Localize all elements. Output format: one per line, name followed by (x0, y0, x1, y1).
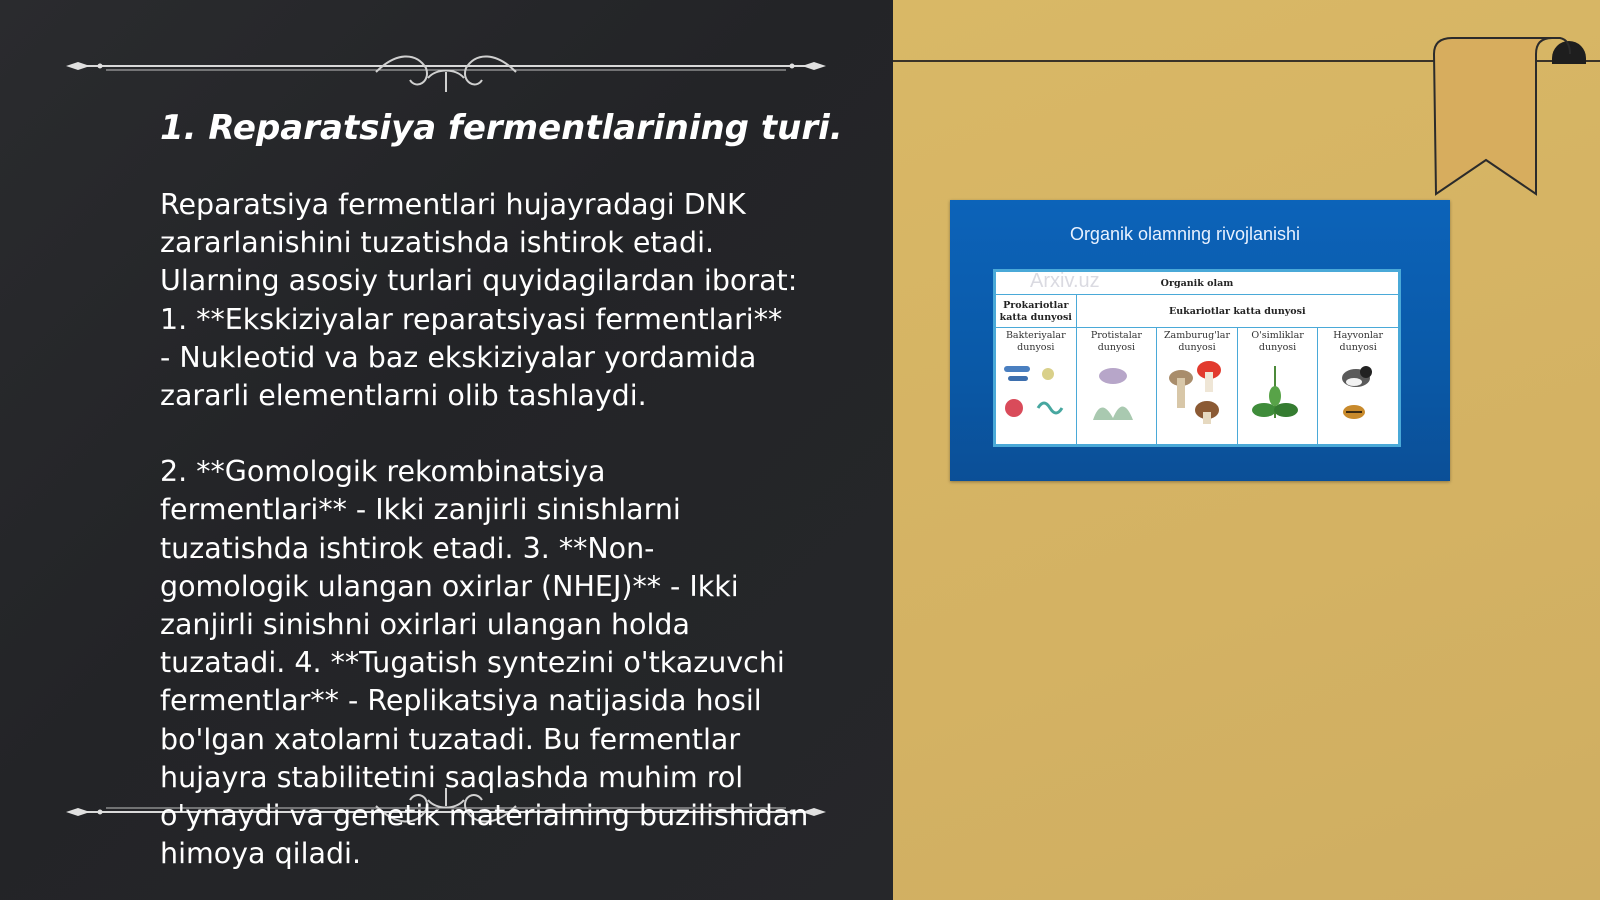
protist-icon (1079, 358, 1149, 428)
kingdom-cell (1076, 328, 1157, 445)
mushroom-icon (1159, 358, 1229, 428)
top-ornament-divider (66, 42, 826, 92)
bacteria-icon (998, 358, 1068, 428)
kingdom-label: Protistalar dunyosi (1090, 330, 1142, 353)
slide-body (160, 186, 850, 873)
classification-table (993, 269, 1401, 447)
watermark: Arxiv.uz (1030, 270, 1100, 292)
bookmark-ribbon-icon (1432, 34, 1600, 204)
plant-icon (1240, 358, 1310, 428)
organic-world-image (950, 200, 1450, 481)
group-prokaryote: Prokariotlar katta dunyosi (996, 295, 1077, 328)
group-eukaryote: Eukariotlar katta dunyosi (1076, 295, 1398, 328)
animal-icon (1320, 358, 1390, 428)
paragraph-1: Reparatsiya fermentlari hujayradagi DNK zararlanishini tuzatishda ishtirok etadi. Ularning asosiy turlari quyidagilardan iborat: 1. **Ekskiziyalar reparatsiyasi fermentlari** - Nukleotid va baz ekskiziyalar yordamida zararli elementlarni olib tashlaydi. (160, 188, 798, 413)
paragraph-gap (160, 415, 850, 453)
kingdom-cell (1237, 328, 1318, 445)
kingdom-label: Hayvonlar dunyosi (1333, 330, 1384, 353)
kingdom-cell (1318, 328, 1399, 445)
image-title: Organik olamning rivojlanishi (1069, 224, 1301, 244)
kingdom-label: O'simliklar dunyosi (1251, 330, 1304, 353)
paragraph-2: 2. **Gomologik rekombinatsiya fermentlari** - Ikki zanjirli sinishlarni tuzatishda ishtirok etadi. 3. **Non- gomologik ulangan oxirlar (NHEJ)** - Ikki zanjirli sinishni oxirlari ulangan holda tuzatadi. 4. **Tugatish syntezini o'tkazuvchi fermentlar** - Replikatsiya natijasida hosil bo'lgan xatolarni tuzatadi. Bu fermentlar hujayra stabilitetini saqlashda muhim rol o'ynaydi va genetik materialning buzilishidan himoya qiladi. (160, 455, 809, 871)
kingdom-label: Zamburug'lar dunyosi (1163, 330, 1231, 353)
kingdom-cell (996, 328, 1077, 445)
kingdom-cell (1157, 328, 1238, 445)
table-header: Organik olam (996, 272, 1399, 295)
slide-title: 1. Reparatsiya fermentlarining turi. (160, 108, 843, 148)
kingdom-label: Bakteriyalar dunyosi (1005, 330, 1066, 353)
